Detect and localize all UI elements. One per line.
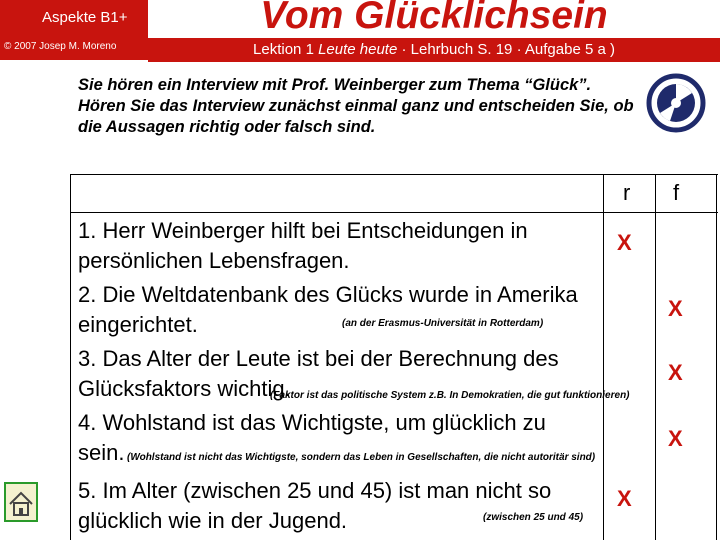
lesson-subtitle: Lektion 1 Leute heute · Lehrbuch S. 19 · Aufgabe 5 a ) [148, 38, 720, 62]
statement-3: 3. Das Alter der Leute ist bei der Berechnung des Glücksfaktors wichtig. [78, 346, 559, 401]
statement-5: 5. Im Alter (zwischen 25 und 45) ist man nicht so glücklich wie in der Jugend. [78, 478, 552, 533]
note-3: (Faktor ist das politische System z.B. In Demokratien, die gut funktionieren) [270, 390, 630, 401]
statement-1: 1. Herr Weinberger hilft bei Entscheidungen in persönlichen Lebensfragen. [78, 218, 528, 273]
page-title: Vom Glücklichsein [260, 0, 608, 37]
cd-icon[interactable] [646, 73, 706, 133]
column-header-f: f [673, 180, 680, 205]
column-header-r: r [623, 180, 631, 205]
mark-f-3[interactable]: X [668, 360, 683, 385]
mark-f-2[interactable]: X [668, 296, 683, 321]
course-banner [0, 0, 148, 60]
home-button[interactable] [4, 482, 38, 522]
course-title: Aspekte B1+ [42, 9, 128, 26]
copyright-text: © 2007 Josep M. Moreno [4, 41, 117, 52]
instructions: Sie hören ein Interview mit Prof. Weinberger zum Thema “Glück”. Hören Sie das Interview zunächst einmal ganz und entscheiden Sie, ob die Aussagen richtig oder falsch sind. [78, 76, 634, 136]
column-divider-r [603, 174, 604, 540]
mark-f-4[interactable]: X [668, 426, 683, 451]
table-top-border [70, 174, 718, 175]
column-divider-f [655, 174, 656, 540]
note-4: (Wohlstand ist nicht das Wichtigste, sondern das Leben in Gesellschaften, die nicht autoritär sind) [127, 452, 596, 463]
mark-r-1[interactable]: X [617, 230, 632, 255]
table-header-border [70, 212, 718, 213]
statement-4: 4. Wohlstand ist das Wichtigste, um glücklich zu sein. [78, 410, 546, 465]
statement-2: 2. Die Weltdatenbank des Glücks wurde in Amerika eingerichtet. [78, 282, 578, 337]
home-icon [6, 484, 36, 520]
table-right-border [716, 174, 717, 540]
table-left-border [70, 174, 71, 540]
mark-r-5[interactable]: X [617, 486, 632, 511]
note-5: (zwischen 25 und 45) [483, 512, 584, 523]
note-2: (an der Erasmus-Universität in Rotterdam) [342, 318, 544, 329]
